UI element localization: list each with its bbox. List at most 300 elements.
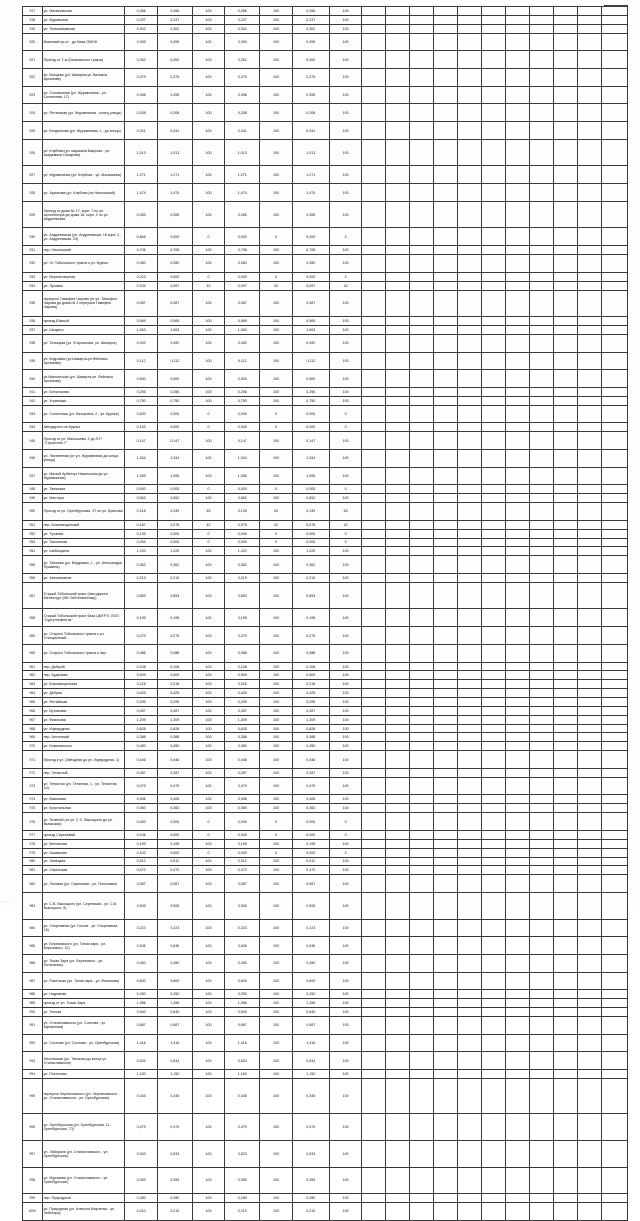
value-cell: 0,280: [125, 1194, 158, 1203]
value-cell: 0,341: [157, 122, 192, 140]
empty-cell: [386, 706, 410, 715]
value-cell: 100: [260, 184, 293, 202]
road-name-cell: ул. Андреевская (ул. Андреевская, 16 корп. 2 - ул. Андреевская, 24): [42, 228, 125, 246]
empty-cell: [434, 839, 458, 848]
value-cell: 100: [260, 574, 293, 583]
empty-cell: [482, 999, 506, 1008]
empty-cell: [386, 33, 410, 51]
value-cell: 0,208: [292, 104, 329, 122]
value-cell: 1,013: [157, 139, 192, 166]
empty-cell: [482, 494, 506, 503]
row-number-cell: 922: [23, 69, 43, 87]
value-cell: 0,533: [157, 1141, 192, 1168]
empty-cell: [506, 281, 530, 290]
empty-cell: [434, 777, 458, 795]
value-cell: 0: [192, 405, 225, 423]
empty-cell: [458, 768, 482, 777]
empty-cell: [577, 467, 601, 485]
value-cell: 100: [192, 857, 225, 866]
empty-cell: [410, 742, 434, 751]
value-cell: 0,360: [292, 804, 329, 813]
value-cell: 100: [329, 857, 362, 866]
value-cell: 100: [329, 1141, 362, 1168]
value-cell: 100: [260, 875, 293, 893]
empty-cell: [506, 325, 530, 334]
empty-cell: [482, 866, 506, 875]
value-cell: 100: [329, 839, 362, 848]
empty-cell: [458, 503, 482, 521]
value-cell: 0,505: [292, 892, 329, 919]
value-cell: 0,479: [125, 1114, 158, 1141]
empty-cell: [577, 972, 601, 990]
value-cell: 100: [260, 7, 293, 16]
empty-cell: [410, 246, 434, 255]
value-cell: 0,636: [292, 937, 329, 955]
empty-cell: [386, 538, 410, 547]
value-cell: 100: [329, 582, 362, 609]
value-cell: 100: [192, 990, 225, 999]
value-cell: 100: [260, 494, 293, 503]
value-cell: 100: [329, 201, 362, 228]
value-cell: 0,359: [225, 1167, 260, 1194]
road-name-cell: ул. Березовского (ул. Тихая заря - ул. Березового, 32): [42, 937, 125, 955]
empty-cell: [553, 742, 577, 751]
empty-cell: [386, 724, 410, 733]
value-cell: 0,398: [125, 86, 158, 104]
empty-cell: [601, 272, 627, 281]
value-cell: 0,223: [292, 919, 329, 937]
empty-cell: [577, 325, 601, 334]
table-row: [23, 33, 628, 51]
empty-cell: [506, 937, 530, 955]
empty-cell: [362, 7, 386, 16]
empty-cell: [362, 795, 386, 804]
empty-cell: [386, 689, 410, 698]
empty-cell: [577, 423, 601, 432]
value-cell: 100: [192, 937, 225, 955]
empty-cell: [362, 671, 386, 680]
empty-cell: [362, 201, 386, 228]
empty-cell: [530, 582, 554, 609]
empty-cell: [530, 1070, 554, 1079]
empty-cell: [506, 1141, 530, 1168]
empty-cell: [362, 387, 386, 396]
value-cell: 0,280: [292, 1194, 329, 1203]
value-cell: 0,706: [292, 246, 329, 255]
empty-cell: [410, 804, 434, 813]
empty-cell: [362, 742, 386, 751]
value-cell: 100: [329, 432, 362, 450]
empty-cell: [386, 848, 410, 857]
value-cell: 0,279: [225, 627, 260, 645]
empty-cell: [553, 1141, 577, 1168]
value-cell: 0,569: [157, 317, 192, 326]
road-name-cell: ул. Липецкая: [42, 857, 125, 866]
empty-cell: [601, 795, 627, 804]
empty-cell: [386, 919, 410, 937]
empty-cell: [458, 423, 482, 432]
table-row: [23, 724, 628, 733]
value-cell: 0,706: [225, 246, 260, 255]
empty-cell: [601, 892, 627, 919]
empty-cell: [506, 999, 530, 1008]
value-cell: 0,237: [157, 15, 192, 24]
row-number-cell: 955: [23, 556, 43, 574]
value-cell: 0,219: [292, 574, 329, 583]
value-cell: 100: [329, 184, 362, 202]
road-name-cell: ул. Малый Арбатчуг Никольская до ул. Журавлиная): [42, 467, 125, 485]
empty-cell: [434, 104, 458, 122]
empty-cell: [458, 529, 482, 538]
empty-cell: [577, 370, 601, 388]
empty-cell: [553, 1070, 577, 1079]
empty-cell: [386, 228, 410, 246]
value-cell: 0,250: [225, 990, 260, 999]
empty-cell: [362, 715, 386, 724]
value-cell: 100: [260, 122, 293, 140]
empty-cell: [530, 520, 554, 529]
row-number-cell: 979: [23, 848, 43, 857]
empty-cell: [482, 104, 506, 122]
value-cell: 100: [192, 104, 225, 122]
table-row: [23, 272, 628, 281]
empty-cell: [434, 485, 458, 494]
road-name-cell: ул. Бетдникова (ул. Журавлиная, 1 - до конца): [42, 122, 125, 140]
empty-cell: [482, 538, 506, 547]
road-name-cell: Проезд от Т-ы (Балковского тракта): [42, 51, 125, 69]
value-cell: 0,379: [157, 69, 192, 87]
empty-cell: [458, 15, 482, 24]
empty-cell: [577, 290, 601, 317]
value-cell: 100: [260, 352, 293, 370]
empty-cell: [577, 201, 601, 228]
row-number-cell: 998: [23, 1167, 43, 1194]
empty-cell: [530, 768, 554, 777]
empty-cell: [530, 751, 554, 769]
empty-cell: [553, 104, 577, 122]
value-cell: 0,199: [292, 839, 329, 848]
value-cell: 0,000: [225, 848, 260, 857]
empty-cell: [434, 503, 458, 521]
empty-cell: [530, 1167, 554, 1194]
empty-cell: [434, 228, 458, 246]
road-name-cell: ул. Автомеханов: [42, 574, 125, 583]
empty-cell: [434, 857, 458, 866]
road-name-cell: ул. Лабораня (ул. Станиславского - ул. Оренбургская): [42, 1141, 125, 1168]
empty-cell: [386, 272, 410, 281]
empty-cell: [434, 1114, 458, 1141]
empty-cell: [553, 768, 577, 777]
value-cell: 0,216: [125, 680, 158, 689]
row-number-cell: 961: [23, 662, 43, 671]
value-cell: 0: [260, 228, 293, 246]
value-cell: 100: [192, 804, 225, 813]
table-row: [23, 742, 628, 751]
road-name-cell: ул. Шицкого: [42, 325, 125, 334]
row-number-cell: 940: [23, 370, 43, 388]
row-number-cell: 975: [23, 804, 43, 813]
value-cell: 0,640: [157, 1008, 192, 1017]
empty-cell: [506, 139, 530, 166]
value-cell: 100: [260, 609, 293, 627]
value-cell: 1,150: [225, 1070, 260, 1079]
empty-cell: [434, 370, 458, 388]
value-cell: 0,112: [125, 352, 158, 370]
empty-cell: [434, 1008, 458, 1017]
table-row: [23, 387, 628, 396]
value-cell: 100: [192, 184, 225, 202]
value-cell: 0,260: [292, 255, 329, 273]
value-cell: 0,472: [125, 866, 158, 875]
value-cell: 100: [329, 990, 362, 999]
empty-cell: [434, 875, 458, 893]
empty-cell: [458, 937, 482, 955]
value-cell: 100: [260, 396, 293, 405]
value-cell: 42: [329, 520, 362, 529]
empty-cell: [553, 1034, 577, 1052]
value-cell: 1,209: [125, 715, 158, 724]
value-cell: 0,262: [225, 51, 260, 69]
empty-cell: [434, 7, 458, 16]
value-cell: 0,250: [157, 990, 192, 999]
empty-cell: [506, 1034, 530, 1052]
value-cell: 0: [260, 405, 293, 423]
empty-cell: [362, 547, 386, 556]
empty-cell: [601, 255, 627, 273]
value-cell: 0,108: [157, 662, 192, 671]
empty-cell: [577, 919, 601, 937]
value-cell: 0,108: [225, 662, 260, 671]
value-cell: 0,472: [225, 866, 260, 875]
empty-cell: [434, 627, 458, 645]
value-cell: 0,097: [157, 281, 192, 290]
value-cell: 100: [260, 1194, 293, 1203]
value-cell: 0,153: [125, 423, 158, 432]
value-cell: 100: [260, 804, 293, 813]
empty-cell: [410, 999, 434, 1008]
empty-cell: [601, 405, 627, 423]
value-cell: 0,000: [225, 228, 260, 246]
empty-cell: [553, 1052, 577, 1070]
table-row: [23, 1052, 628, 1070]
empty-cell: [577, 228, 601, 246]
value-cell: 0,628: [125, 724, 158, 733]
road-name-cell: ул. Серенская: [42, 866, 125, 875]
empty-cell: [530, 680, 554, 689]
value-cell: 100: [260, 1070, 293, 1079]
empty-cell: [410, 201, 434, 228]
value-cell: 42: [192, 520, 225, 529]
road-name-cell: Автодорога на Крупье: [42, 423, 125, 432]
empty-cell: [362, 467, 386, 485]
empty-cell: [362, 139, 386, 166]
empty-cell: [530, 706, 554, 715]
value-cell: 100: [260, 706, 293, 715]
empty-cell: [577, 804, 601, 813]
table-row: [23, 86, 628, 104]
road-name-cell: ул. Солнечная (ул. Назоргина, 2 - ул. Крупье): [42, 405, 125, 423]
value-cell: 0,628: [225, 724, 260, 733]
empty-cell: [482, 777, 506, 795]
empty-cell: [506, 609, 530, 627]
value-cell: 0,302: [292, 24, 329, 33]
value-cell: 1,344: [125, 449, 158, 467]
empty-cell: [482, 1034, 506, 1052]
empty-cell: [530, 503, 554, 521]
empty-cell: [530, 972, 554, 990]
value-cell: 100: [192, 698, 225, 707]
value-cell: 100: [329, 777, 362, 795]
empty-cell: [482, 529, 506, 538]
empty-cell: [434, 334, 458, 352]
value-cell: 1,063: [292, 325, 329, 334]
table-row: [23, 751, 628, 769]
row-number-cell: 982: [23, 875, 43, 893]
value-cell: 0,406: [292, 795, 329, 804]
value-cell: 100: [329, 387, 362, 396]
empty-cell: [410, 281, 434, 290]
empty-cell: [601, 1114, 627, 1141]
empty-cell: [506, 556, 530, 574]
empty-cell: [482, 556, 506, 574]
empty-cell: [410, 405, 434, 423]
empty-cell: [577, 1052, 601, 1070]
empty-cell: [530, 689, 554, 698]
value-cell: 0,218: [125, 503, 158, 521]
row-number-cell: 921: [23, 51, 43, 69]
value-cell: 0,636: [157, 937, 192, 955]
empty-cell: [506, 1194, 530, 1203]
empty-cell: [601, 804, 627, 813]
empty-cell: [362, 848, 386, 857]
empty-cell: [458, 1016, 482, 1034]
empty-cell: [434, 246, 458, 255]
empty-cell: [601, 529, 627, 538]
table-row: [23, 201, 628, 228]
empty-cell: [577, 1034, 601, 1052]
empty-cell: [434, 1141, 458, 1168]
row-number-cell: 985: [23, 937, 43, 955]
empty-cell: [506, 1167, 530, 1194]
value-cell: 100: [260, 139, 293, 166]
value-cell: 100: [192, 742, 225, 751]
empty-cell: [553, 1008, 577, 1017]
value-cell: 0,628: [157, 724, 192, 733]
value-cell: 0,216: [292, 680, 329, 689]
table-row: [23, 1008, 628, 1017]
empty-cell: [482, 689, 506, 698]
row-number-cell: 960: [23, 644, 43, 662]
value-cell: 0,287: [125, 768, 158, 777]
empty-cell: [601, 86, 627, 104]
value-cell: 100: [329, 866, 362, 875]
empty-cell: [601, 547, 627, 556]
road-name-cell: ул. Журавлиная (ул. Клубная - ул. Малышева): [42, 166, 125, 184]
row-number-cell: 988: [23, 990, 43, 999]
empty-cell: [577, 246, 601, 255]
value-cell: 0,750: [292, 396, 329, 405]
row-number-cell: 980: [23, 857, 43, 866]
empty-cell: [553, 485, 577, 494]
value-cell: 1,271: [292, 166, 329, 184]
empty-cell: [482, 86, 506, 104]
road-name-cell: Проезд от ул. Малышева, 2 до П.Р. "Строитель-7": [42, 432, 125, 450]
row-number-cell: 939: [23, 352, 43, 370]
value-cell: 0,687: [125, 1016, 158, 1034]
table-row: [23, 813, 628, 831]
value-cell: 0,087: [292, 290, 329, 317]
empty-cell: [386, 24, 410, 33]
value-cell: 0,359: [125, 1167, 158, 1194]
empty-cell: [458, 751, 482, 769]
value-cell: 0,112: [292, 352, 329, 370]
value-cell: 0,087: [157, 875, 192, 893]
empty-cell: [530, 432, 554, 450]
empty-cell: [506, 574, 530, 583]
empty-cell: [434, 432, 458, 450]
empty-cell: [386, 69, 410, 87]
empty-cell: [577, 485, 601, 494]
empty-cell: [386, 574, 410, 583]
empty-cell: [601, 751, 627, 769]
value-cell: 0: [329, 538, 362, 547]
value-cell: 1,013: [125, 139, 158, 166]
empty-cell: [577, 184, 601, 202]
value-cell: 100: [260, 1078, 293, 1113]
value-cell: 0,000: [225, 405, 260, 423]
empty-cell: [553, 1016, 577, 1034]
empty-cell: [386, 892, 410, 919]
empty-cell: [482, 317, 506, 326]
empty-cell: [601, 352, 627, 370]
empty-cell: [482, 742, 506, 751]
empty-cell: [601, 972, 627, 990]
empty-cell: [386, 1167, 410, 1194]
empty-cell: [482, 609, 506, 627]
empty-cell: [410, 582, 434, 609]
road-name-cell: ул. Угринская: [42, 396, 125, 405]
empty-cell: [410, 290, 434, 317]
empty-cell: [434, 609, 458, 627]
value-cell: 100: [260, 777, 293, 795]
road-name-cell: ул. Соснова (ул. Соснова - ул. Оренбургская): [42, 1034, 125, 1052]
table-row: [23, 662, 628, 671]
empty-cell: [434, 999, 458, 1008]
road-name-cell: проезд Южный: [42, 317, 125, 326]
empty-cell: [434, 387, 458, 396]
value-cell: 0,640: [292, 1008, 329, 1017]
empty-cell: [386, 609, 410, 627]
empty-cell: [482, 733, 506, 742]
empty-cell: [410, 644, 434, 662]
value-cell: 1,271: [225, 166, 260, 184]
empty-cell: [506, 582, 530, 609]
road-name-cell: ул. Ишимская: [42, 848, 125, 857]
row-number-cell: 932: [23, 255, 43, 273]
row-number-cell: 927: [23, 166, 43, 184]
value-cell: 0,652: [157, 494, 192, 503]
value-cell: 0,279: [125, 627, 158, 645]
empty-cell: [601, 15, 627, 24]
empty-cell: [530, 848, 554, 857]
value-cell: 100: [260, 449, 293, 467]
value-cell: 0,000: [157, 228, 192, 246]
value-cell: 100: [192, 547, 225, 556]
value-cell: 100: [192, 325, 225, 334]
empty-cell: [506, 671, 530, 680]
empty-cell: [410, 272, 434, 281]
empty-cell: [506, 857, 530, 866]
